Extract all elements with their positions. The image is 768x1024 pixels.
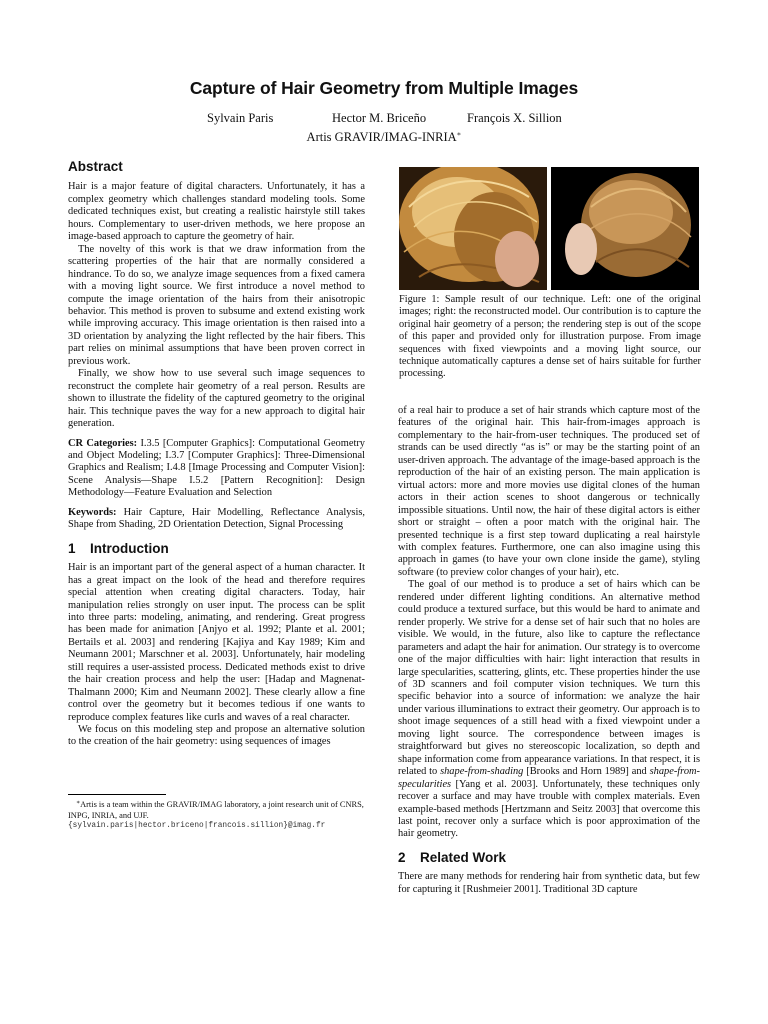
introduction-paragraph: Hair is an important part of the general aspect of a human character. It has a great impact on the look of the head and therefore requires special attention when creating digital characters. Today, hair manipulation relies strongly on user input. The process can be split into three parts: modeling, animating, and rendering. Great progress has been made for animation [Anjyo et al. 1992; Plante et al. 2001; Bertails et al. 2003] and rendering [Kajiya and Kay 1989; Kim and Neumann 2001; Marschner et al. 2003]. Unfortunately, hair modeling still requires a user-assisted process. Dedicated methods exist to drive the hair creation process and help the user: [Hadap and Magnenat-Thalmann 2000; Kim and Neumann 2002]. These clearly allow a fine control over the geometry but it becomes tedious if one wants to reproduce complex features like curls and waves of a real character. — [68, 562, 365, 723]
reconstructed-model-image — [551, 167, 699, 290]
section-number: 2 — [398, 849, 406, 865]
paper-title: Capture of Hair Geometry from Multiple Images — [189, 78, 579, 98]
affiliation: Artis GRAVIR/IMAG-INRIA∗ — [306, 130, 462, 144]
author-name: François X. Sillion — [467, 111, 562, 125]
cr-categories-label: CR Categories: — [68, 437, 138, 449]
photo-hair-illustration — [399, 167, 547, 290]
right-column — [398, 405, 700, 896]
author-name: Sylvain Paris — [207, 111, 274, 125]
footnote — [68, 798, 365, 832]
author-name: Hector M. Briceño — [332, 111, 427, 125]
keywords-text: Hair Capture, Hair Modelling, Reflectance Analysis, Shape from Shading, 2D Orientation Detection, Signal Processing — [68, 506, 365, 531]
footnote-rule — [68, 794, 166, 795]
related-work-paragraph: There are many methods for rendering hair from synthetic data, but few for capturing it [Rushmeier 2001]. Traditional 3D capture — [398, 871, 700, 895]
keywords — [68, 507, 365, 532]
figure-caption: Figure 1: Sample result of our technique. Left: one of the original images; right: the reconstructed model. Our contribution is to capture the original hair geometry of a person; the rendering step is out of the scope of this paper and provided only for illustration purpose. From image sequences with fixed viewpoints and a moving light source, our technique automatically captures a dense set of hairs suitable for further processing. — [399, 294, 701, 380]
footnote-email: {sylvain.paris|hector.briceno|francois.sillion}@imag.fr — [68, 822, 326, 831]
cr-categories — [68, 438, 365, 500]
related-work-heading: 2 Related Work — [398, 849, 507, 865]
abstract-heading: Abstract — [68, 159, 123, 174]
abstract-paragraph: The novelty of this work is that we draw information from the scattering properties of the hair that are normally considered a hindrance. To do so, we analyze image sequences from a fixed camera with a moving light source. We first introduce a novel method to compute the image orientation of the hairs from their anisotropic behavior. This method is proven to subsume and extend existing work while improving accuracy. This image orientation is then raised into a 3D orientation by analyzing the light reflected by the hair fibers. This part relies on minimal assumptions that have been proven correct in previous work. — [68, 243, 365, 367]
keywords-label: Keywords: — [68, 506, 117, 518]
figure-1 — [399, 167, 701, 391]
abstract-paragraph: Finally, we show how to use several such image sequences to reconstruct the complete hair geometry of a real person. Results are shown to illustrate the fidelity of the captured geometry to the original hair. This technique paves the way for a new approach to digital hair generation. — [68, 368, 365, 430]
cr-categories-text: I.3.5 [Computer Graphics]: Computational Geometry and Object Modeling; I.3.7 [Computer Graphics]: Three-Dimensional Graphics and Realism; I.4.8 [Image Processing and Computer Vision]: Scene Analysis—Shape I.5.2 [Pattern Recognition]: Design Methodology—Feature Evaluation and Selection — [68, 437, 365, 499]
introduction-paragraph: We focus on this modeling step and propose an alternative solution to the creation of the hair geometry: using sequences of images — [68, 724, 365, 748]
section-number: 1 — [68, 540, 76, 556]
left-column — [68, 161, 365, 749]
abstract-paragraph: Hair is a major feature of digital characters. Unfortunately, it has a complex geometry which challenges standard modeling tools. Some dedicated techniques exist, but creating a realistic hairstyle still takes hours. Complementary to user-driven methods, we here propose an image-based approach to capture the geometry of hair. — [68, 181, 365, 243]
introduction-paragraph: The goal of our method is to produce a set of hairs which can be rendered under different lighting conditions. An alternative method could produce a textured surface, but this would be hard to animate and render properly. We strive for a dense set of hair such that no holes are visible. We would, in the future, also like to capture the reflectance parameters and adapt the hair for animation. Our strategy is to overcome one of the major difficulties with hair: light interaction that results in large specularities, scattering, glints, etc. These properties hinder the use of 3D scanners and foil computer vision techniques. We turn this specific behavior into a source of information: we analyze the hair under various illuminations to extract their geometry. Our approach is to shoot image sequences of a still head with a fixed viewpoint under a moving light source. The correspondence between images is straightforward but gives no stereoscopic localization, so depth and shape information come from appearance variations. In that respect, it is related to shape-from-shading [Brooks and Horn 1989] and shape-from-specularities [Yang et al. 2003]. Unfortunately, these techniques only recover a surface and may have trouble with complex materials. Even example-based methods [Hertzmann and Seitz 2003] that overcome this last point, recover only a surface which is poor approximation of the hair geometry. — [398, 579, 700, 840]
model-hair-illustration — [551, 167, 699, 290]
introduction-heading: 1 Introduction — [68, 540, 169, 556]
footnote-text: Artis is a team within the GRAVIR/IMAG laboratory, a joint research unit of CNRS, INPG, INRIA, and UJF. — [68, 800, 364, 820]
affiliation-footnote-mark: ∗ — [456, 130, 462, 138]
original-photo-image — [399, 167, 547, 290]
introduction-paragraph: of a real hair to produce a set of hair strands which capture most of the features of the original hair. This hair-from-images approach is complementary to the hair-from-user techniques. The produced set of strands can be used directly “as is” or may be the starting point of an user-driven approach. The advantage of the image-based approach is the reproduction of the hair of an existing person. The main application is virtual actors: more and more movies use digital clones of the human actors in their action scenes to shoot dangerous or technically impossible situations. Until now, the hair of these digital actors is either short or straight – often a poor match with the original hair. The presented technique is a first step toward duplicating a real hairstyle with complex features. Furthermore, one can also imagine using this approach in games (to have your own clone inside the game), styling software (to preview color changes of your hair), etc. — [398, 405, 700, 578]
footnote-mark: ∗ — [76, 800, 81, 806]
